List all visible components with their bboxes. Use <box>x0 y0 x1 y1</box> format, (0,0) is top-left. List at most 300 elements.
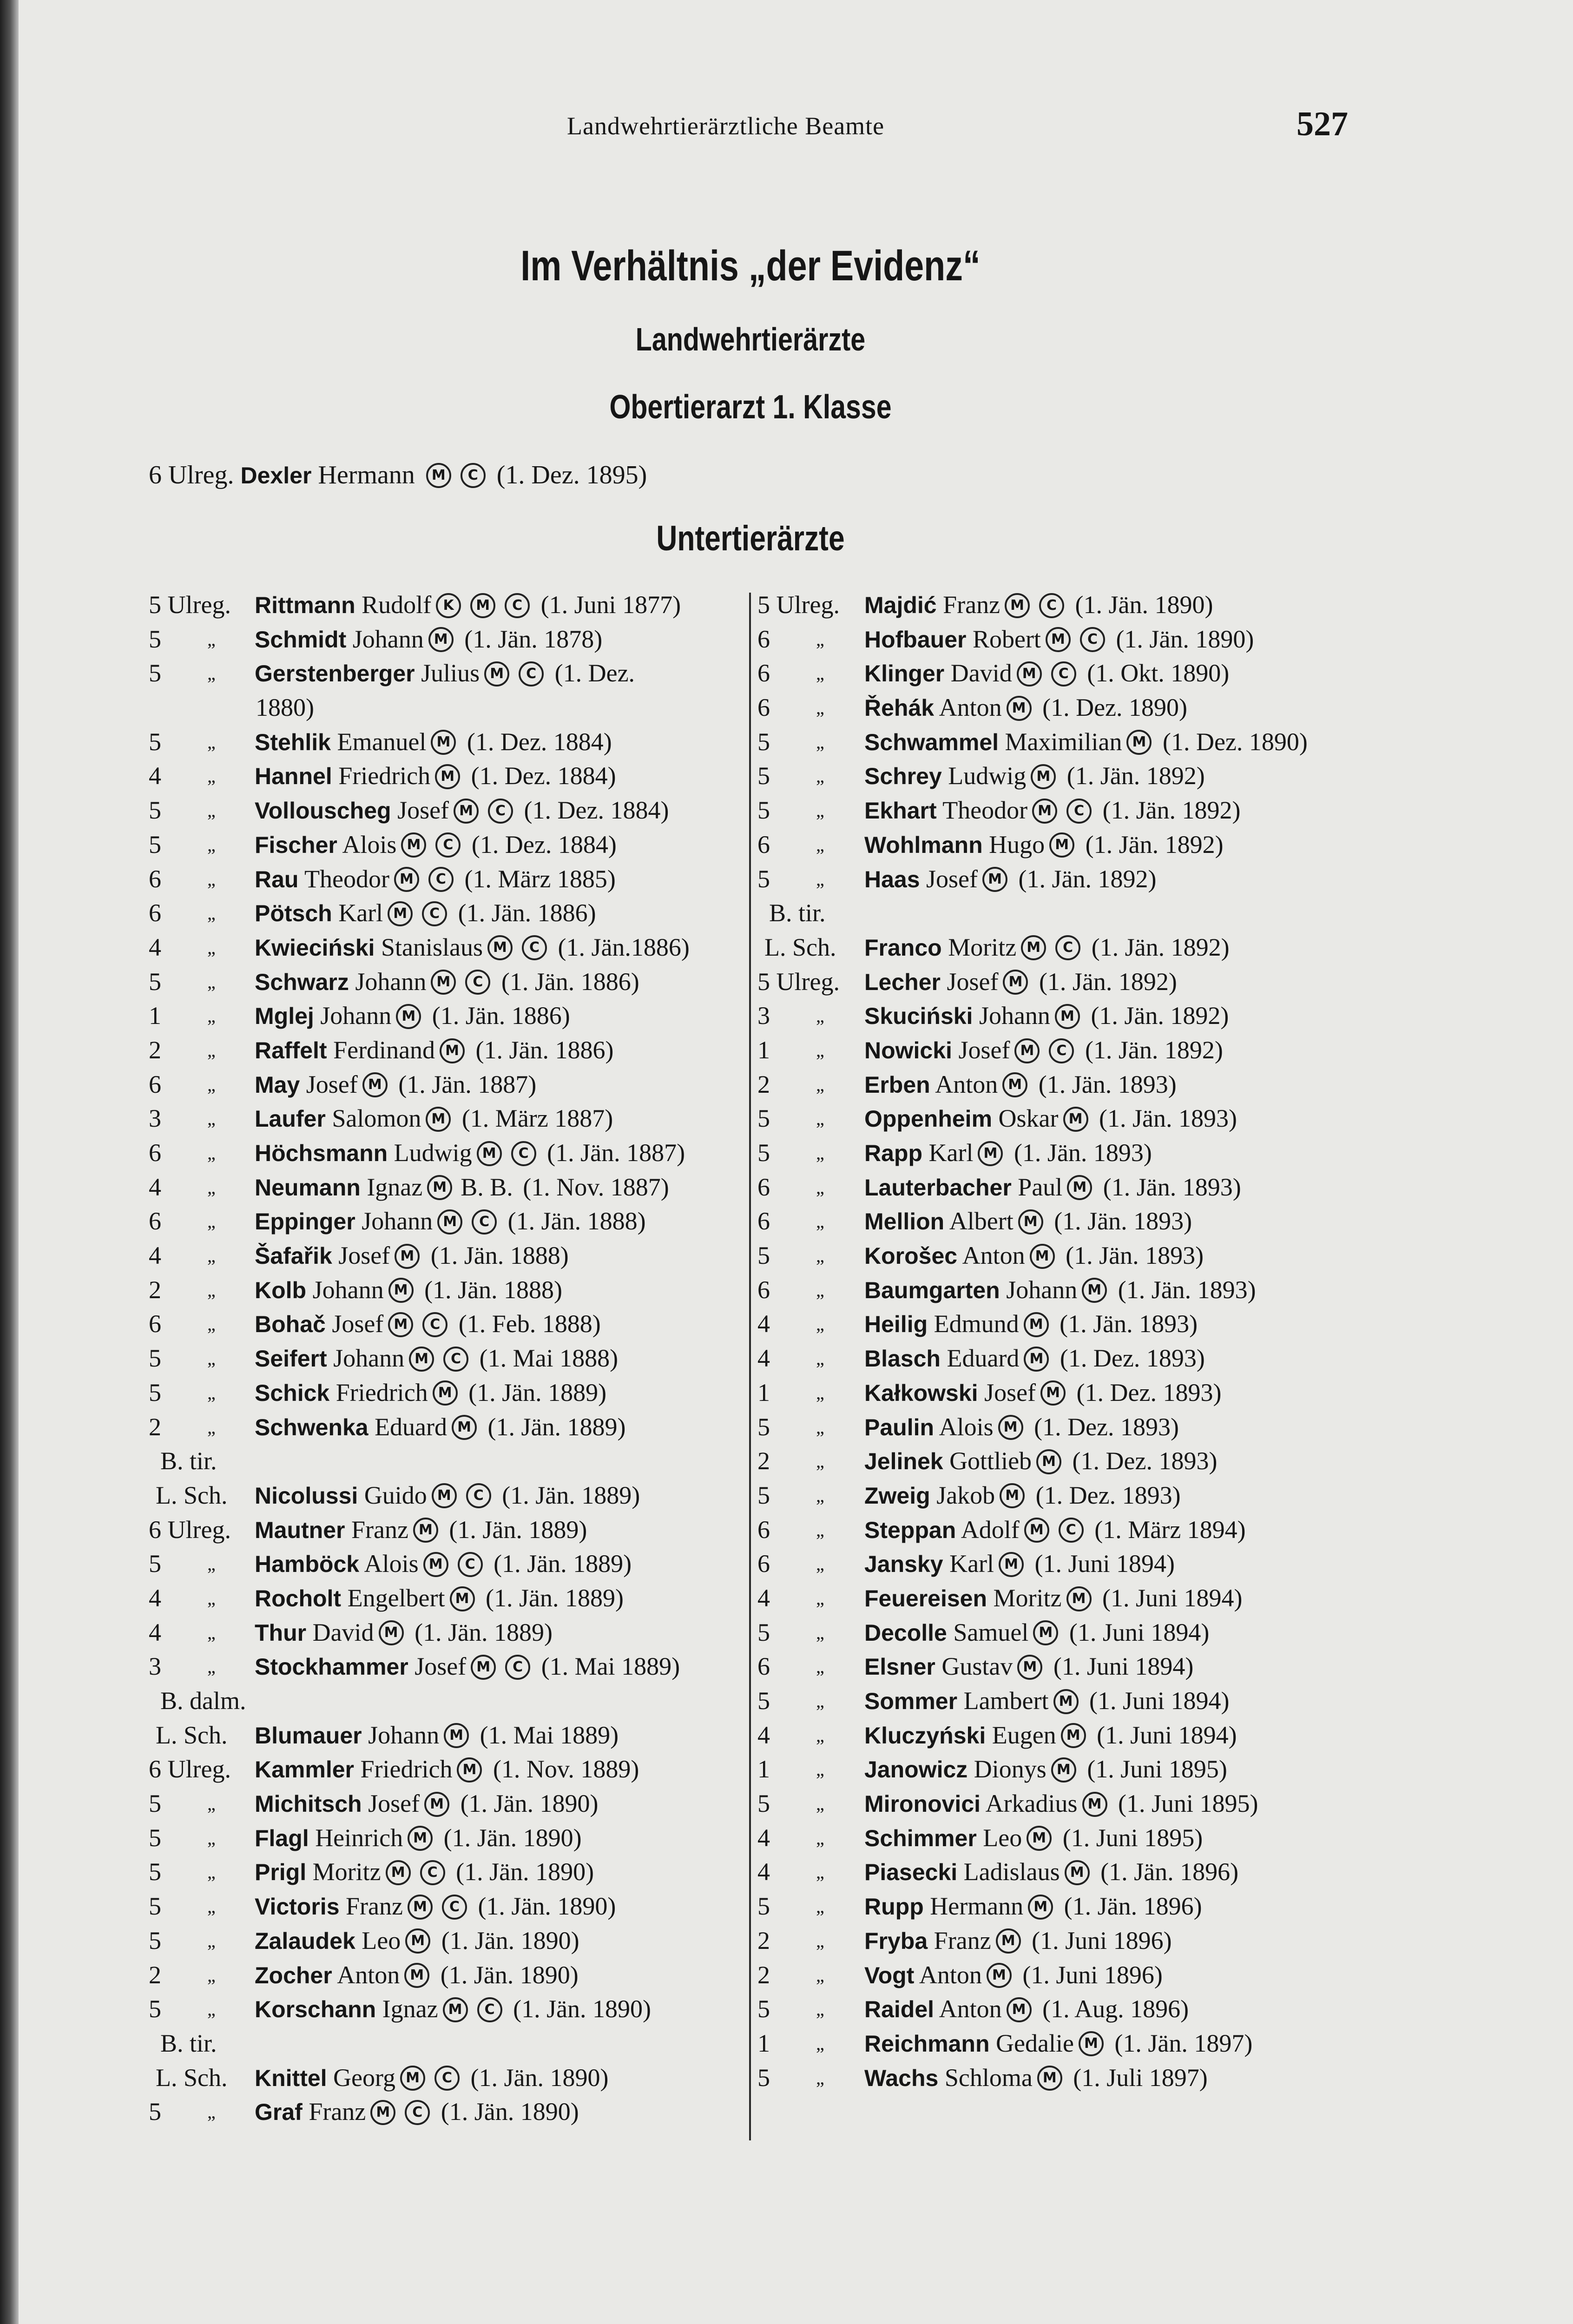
list-item <box>757 999 1362 1033</box>
decoration-badges <box>1002 1992 1036 2027</box>
decoration-badges <box>1014 1204 1048 1239</box>
entry-date: (1. Jän. 1892) <box>1066 762 1205 790</box>
decoration-badges <box>1016 931 1085 965</box>
entry-text <box>255 1341 618 1376</box>
entry-unit: 4 <box>757 1823 770 1852</box>
entry-given-name: Edmund <box>934 1310 1019 1338</box>
entry-date: (1. Jän. 1889) <box>502 1481 640 1509</box>
list-item <box>149 1718 744 1753</box>
decoration-badge: C <box>505 1655 530 1680</box>
entry-date: (1. Jän. 1893) <box>1054 1207 1192 1235</box>
list-item <box>757 1444 1362 1479</box>
entry-unit: B. tir. <box>769 899 826 927</box>
entry-unit: 6 <box>757 625 770 653</box>
ditto-mark: „ <box>207 1382 216 1403</box>
entry-date: (1. Dez. <box>554 659 635 687</box>
entry-given-name: Friedrich <box>338 762 431 790</box>
entry-text <box>864 759 1205 794</box>
entry-given-name: Samuel <box>953 1618 1029 1646</box>
decoration-badge: M <box>1049 832 1074 858</box>
decoration-badge: C <box>434 2066 460 2091</box>
entry-given-name: Moritz <box>993 1584 1062 1612</box>
decoration-badges <box>426 965 495 999</box>
entry-surname: Oppenheim <box>864 1106 993 1132</box>
decoration-badge: M <box>484 661 509 687</box>
entry-date: (1. Jän. 1890) <box>1075 591 1213 619</box>
entry-given-name: David <box>312 1618 374 1646</box>
entry-given-name: Theodor <box>304 865 389 893</box>
ditto-mark: „ <box>207 1622 216 1643</box>
entry-unit: B. tir. <box>160 2029 217 2057</box>
list-item <box>149 1068 744 1102</box>
entry-unit: 5 <box>757 1995 770 2023</box>
entry-date: (1. Jän. 1888) <box>507 1207 646 1235</box>
list-item <box>149 691 744 725</box>
ditto-mark: „ <box>816 834 824 855</box>
entry-given-name: Moritz <box>312 1858 381 1886</box>
ditto-mark: „ <box>816 2067 824 2088</box>
entry-date: (1. Juni 1894) <box>1034 1550 1175 1578</box>
entry-given-name: Gedalie <box>996 2029 1074 2057</box>
entry-date: (1. Jän. 1892) <box>1091 933 1230 961</box>
decoration-badges <box>381 1855 450 1889</box>
list-item <box>757 1376 1362 1410</box>
entry-given-name: Theodor <box>942 796 1028 825</box>
entry-text <box>255 1718 619 1753</box>
entry-text <box>864 1547 1175 1582</box>
entry-given-name: Hermann <box>318 461 415 489</box>
entry-given-name: Guido <box>364 1481 427 1509</box>
decoration-badge: M <box>1055 1004 1080 1029</box>
decoration-badges <box>995 1479 1029 1513</box>
ditto-mark: „ <box>816 628 824 650</box>
entry-date: (1. Jän. 1890) <box>513 1995 652 2023</box>
entry-unit: 6 <box>149 1207 161 1235</box>
entry-date: (1. Juni 1894) <box>1089 1687 1230 1715</box>
list-item <box>757 931 1362 965</box>
entry-given-name: Anton <box>919 1961 982 1989</box>
entry-given-name: Engelbert <box>347 1584 445 1612</box>
decoration-badges <box>396 828 465 862</box>
list-item <box>757 1170 1362 1205</box>
entry-date: (1. Jän. 1889) <box>415 1618 553 1646</box>
decoration-badge: M <box>396 1004 421 1029</box>
entry-unit: 1 <box>757 1755 770 1783</box>
entry-unit: 6 <box>757 659 770 687</box>
ditto-mark: „ <box>816 1176 824 1198</box>
entry-date: (1. Dez. 1893) <box>1035 1481 1181 1509</box>
ditto-mark: „ <box>207 628 216 650</box>
decoration-badges <box>435 1033 469 1068</box>
ditto-mark: „ <box>816 731 824 753</box>
decoration-badge: C <box>405 2100 430 2125</box>
entry-date: (1. Jän. 1893) <box>1038 1070 1177 1098</box>
decoration-badge: C <box>477 1997 502 2022</box>
entry-unit: 6 <box>757 1652 770 1681</box>
decoration-badge: M <box>1126 730 1152 755</box>
entry-text <box>864 1924 1172 1959</box>
list-item <box>757 862 1362 897</box>
decoration-badges <box>1027 793 1096 828</box>
ditto-mark: „ <box>816 800 824 821</box>
decoration-badge: C <box>422 1312 448 1337</box>
entry-surname: Dexler <box>240 462 312 489</box>
entry-given-name: Salomon <box>332 1104 421 1133</box>
ditto-mark: „ <box>816 1211 824 1232</box>
entry-text <box>864 1376 1221 1411</box>
entry-unit: 5 <box>149 1378 161 1406</box>
ditto-mark: „ <box>207 971 216 992</box>
entry-surname: Rau <box>255 866 299 892</box>
ditto-mark: „ <box>816 1587 824 1609</box>
entry-surname: Kammler <box>255 1756 354 1783</box>
entry-surname: Pötsch <box>255 900 332 927</box>
decoration-badge: C <box>466 1483 491 1508</box>
entry-unit: 2 <box>149 1413 161 1441</box>
list-item <box>149 1341 744 1376</box>
entry-date: (1. Jän. 1886) <box>432 1002 570 1030</box>
decoration-badge: M <box>388 901 413 926</box>
list-item <box>149 1924 744 1958</box>
decoration-badges <box>391 999 426 1033</box>
entry-given-name: Anton <box>337 1961 400 1989</box>
entry-date: (1. Jän. 1887) <box>398 1070 537 1098</box>
entry-date: (1. Juni 1896) <box>1032 1926 1172 1954</box>
entry-text <box>255 759 616 794</box>
entry-surname: May <box>255 1071 300 1098</box>
decoration-badges <box>472 1136 541 1170</box>
entry-unit: 5 <box>149 1823 161 1852</box>
decoration-badge: M <box>1018 1209 1043 1235</box>
ditto-mark: „ <box>816 1279 824 1301</box>
decoration-badge: M <box>454 799 479 824</box>
entry-text <box>255 1410 625 1445</box>
entry-unit: 6 <box>757 693 770 722</box>
list-item <box>149 759 744 793</box>
entry-unit: 5 <box>757 1139 770 1167</box>
decoration-badges <box>421 1102 455 1136</box>
entry-date: (1. Juni 1895) <box>1118 1789 1258 1818</box>
entry-given-name: Franz <box>351 1515 408 1544</box>
decoration-badges <box>1020 1513 1088 1547</box>
decoration-badges <box>978 862 1012 897</box>
entry-given-name: Leo <box>362 1926 401 1954</box>
entry-unit: 5 <box>149 1550 161 1578</box>
entry-surname: Feuereisen <box>864 1585 987 1611</box>
entry-surname: Wachs <box>864 2065 939 2091</box>
entry-unit: 6 <box>149 899 161 927</box>
entry-date: (1. Juni 1877) <box>540 591 681 619</box>
decoration-badge: M <box>440 1038 465 1063</box>
entry-surname: Mironovici <box>864 1791 981 1817</box>
entry-text <box>255 1273 562 1308</box>
entry-surname: Zocher <box>255 1962 332 1988</box>
obertierarzt-entry <box>149 460 647 490</box>
list-item <box>757 1992 1362 2027</box>
entry-given-name: Ignaz <box>382 1995 438 2023</box>
decoration-badge: M <box>401 832 426 858</box>
entry-unit: 5 <box>757 1481 770 1509</box>
entry-given-name: David <box>950 659 1012 687</box>
entry-unit: 6 <box>757 1275 770 1304</box>
entry-unit: 1 <box>149 1002 161 1030</box>
ditto-mark: „ <box>816 1074 824 1095</box>
entry-date: (1. Jän. 1888) <box>430 1241 569 1270</box>
entry-text <box>255 2061 608 2096</box>
entry-given-name: Karl <box>928 1139 974 1167</box>
entry-unit: L. Sch. <box>156 2063 228 2092</box>
decoration-badges <box>404 1341 473 1376</box>
entry-surname: Raffelt <box>255 1037 327 1063</box>
decoration-badges <box>994 1547 1028 1581</box>
entry-given-name: Johann <box>352 625 424 653</box>
entry-unit: 5 <box>149 2098 161 2126</box>
entry-unit: 6 <box>757 1207 770 1235</box>
list-item <box>149 2095 744 2129</box>
entry-unit: 5 <box>149 1892 161 1921</box>
entry-text <box>864 1787 1258 1822</box>
decoration-badge: C <box>1051 661 1076 687</box>
list-item <box>149 793 744 828</box>
entry-surname: Rocholt <box>255 1585 342 1611</box>
list-item <box>757 1136 1362 1170</box>
entry-text <box>255 965 639 1000</box>
entry-given-name: Karl <box>338 899 383 927</box>
decoration-badge: C <box>505 593 530 618</box>
entry-text <box>255 1855 594 1890</box>
entry-surname: Steppan <box>864 1517 956 1543</box>
entry-unit: 1 <box>757 1036 770 1064</box>
list-item <box>757 1855 1362 1889</box>
decoration-badge: C <box>519 661 544 687</box>
entry-given-name: Julius <box>421 659 480 687</box>
entry-text <box>864 828 1224 863</box>
decoration-badges <box>400 1958 434 1993</box>
entry-surname: Prigl <box>255 1859 307 1886</box>
ditto-mark: „ <box>207 1587 216 1609</box>
entry-surname: Korschann <box>255 1996 376 2023</box>
entry-date: (1. Dez. 1893) <box>1060 1344 1205 1373</box>
decoration-badges <box>1078 1787 1112 1821</box>
decoration-badges <box>1019 1307 1053 1341</box>
entry-date: (1. Dez. 1893) <box>1034 1413 1179 1441</box>
decoration-badge: M <box>433 1380 458 1406</box>
entry-given-name: Gustav <box>941 1652 1013 1681</box>
entry-surname: Jansky <box>864 1551 943 1578</box>
entry-given-name: Dionys <box>974 1755 1046 1783</box>
ditto-mark: „ <box>207 1245 216 1267</box>
entry-text <box>864 999 1229 1034</box>
entry-given-name: Johann <box>312 1275 384 1304</box>
entry-surname: Schick <box>255 1380 330 1406</box>
entry-surname: Decolle <box>864 1619 947 1646</box>
entry-date: (1. Jän. 1878) <box>464 625 603 653</box>
entry-surname: Janowicz <box>864 1756 968 1783</box>
list-item <box>149 1752 744 1787</box>
decoration-badges <box>480 656 548 691</box>
entry-text <box>864 1341 1205 1376</box>
entry-date: (1. Jän. 1890) <box>478 1892 616 1921</box>
decoration-badges <box>991 1924 1026 1958</box>
decoration-badges <box>452 1752 487 1787</box>
entry-text <box>864 931 1230 965</box>
ditto-mark: „ <box>816 1690 824 1711</box>
entry-unit: 5 <box>149 625 161 653</box>
entry-unit: 5 Ulreg. <box>149 591 231 619</box>
entry-surname: Nowicki <box>864 1037 952 1063</box>
list-item <box>757 2027 1362 2061</box>
decoration-badge: M <box>1065 1860 1090 1885</box>
entry-surname: Sommer <box>864 1688 958 1714</box>
entry-text <box>864 1855 1238 1890</box>
entry-date: (1. Jän. 1889) <box>494 1550 632 1578</box>
entry-surname: Mautner <box>255 1517 345 1543</box>
entry-date: (1. Juni 1894) <box>1097 1721 1237 1749</box>
entry-surname: Schwenka <box>255 1414 369 1440</box>
list-item <box>757 1787 1362 1821</box>
entry-surname: Erben <box>864 1071 930 1098</box>
decoration-badge: M <box>408 1895 433 1920</box>
decoration-badge: C <box>420 1860 445 1885</box>
ditto-mark: „ <box>816 2033 824 2054</box>
decoration-badges <box>1025 1239 1060 1273</box>
entry-text <box>864 1444 1217 1479</box>
ditto-mark: „ <box>207 663 216 684</box>
entry-unit: 5 <box>149 727 161 756</box>
decoration-badges <box>1026 759 1060 793</box>
ditto-mark: „ <box>816 697 824 719</box>
list-item <box>149 1992 744 2027</box>
decoration-badges <box>438 1992 507 2027</box>
entry-unit: 2 <box>757 1070 770 1098</box>
entry-unit: 5 <box>757 1618 770 1646</box>
entry-text <box>255 1239 569 1274</box>
entry-date: (1. Jän. 1889) <box>486 1584 624 1612</box>
list-item <box>757 1410 1362 1445</box>
list-item <box>149 1787 744 1821</box>
ditto-mark: „ <box>816 1245 824 1267</box>
entry-date: (1. Jän. 1893) <box>1103 1173 1241 1201</box>
entry-text <box>255 1889 616 1924</box>
decoration-badge: M <box>370 2100 395 2125</box>
entry-surname: Kolb <box>255 1277 307 1303</box>
entry-unit: 2 <box>757 1447 770 1475</box>
list-item <box>149 1444 744 1479</box>
scan-edge-shadow <box>0 0 19 2324</box>
entry-date: (1. Jän. 1890) <box>441 1926 579 1954</box>
entry-surname: Blasch <box>864 1346 941 1372</box>
entry-surname: Ekhart <box>864 798 937 824</box>
ditto-mark: „ <box>816 1416 824 1438</box>
entry-date: (1. Jän. 1892) <box>1018 865 1157 893</box>
decoration-badge: M <box>982 867 1007 892</box>
ditto-mark: „ <box>207 903 216 924</box>
entry-given-name: Ludwig <box>948 762 1027 790</box>
entry-given-name: Ignaz <box>367 1173 423 1201</box>
decoration-badge: M <box>427 1175 452 1200</box>
decoration-badges <box>1012 656 1081 691</box>
list-item <box>757 1341 1362 1376</box>
entry-surname: Řehák <box>864 695 935 721</box>
entry-date: (1. Jän. 1890) <box>440 1961 579 1989</box>
decoration-badges <box>1060 1855 1094 1889</box>
entry-given-name: Anton <box>935 1070 998 1098</box>
decoration-badge: M <box>978 1141 1003 1166</box>
section-title: Landwehrtierärzte <box>635 321 866 357</box>
decoration-badge: M <box>1079 2031 1104 2056</box>
list-item <box>149 1821 744 1855</box>
entry-surname: Haas <box>864 866 920 892</box>
entry-surname: Elsner <box>864 1654 935 1680</box>
entry-surname: Wohlmann <box>864 832 983 858</box>
entry-given-name: Oskar <box>998 1104 1059 1133</box>
decoration-badge: M <box>1030 1244 1055 1269</box>
decoration-badges <box>1062 1170 1097 1205</box>
entry-unit: 2 <box>757 1961 770 1989</box>
decoration-badges <box>401 1924 435 1958</box>
decoration-badge: M <box>1046 627 1071 652</box>
decoration-badges <box>1023 1889 1058 1924</box>
list-item <box>149 1616 744 1650</box>
decoration-badges <box>420 1787 454 1821</box>
entry-given-name: Johann <box>362 1207 433 1235</box>
decoration-badges <box>428 1376 462 1410</box>
decoration-badge: M <box>431 970 456 995</box>
decoration-badge: M <box>1063 1107 1088 1132</box>
entry-date: (1. Jän. 1890) <box>443 1823 582 1852</box>
decoration-badges <box>466 1650 535 1684</box>
entry-given-name: Alois <box>342 830 397 858</box>
decoration-badges <box>1050 999 1085 1033</box>
list-item <box>757 759 1362 793</box>
decoration-badges <box>1049 1684 1083 1718</box>
entry-date: (1. Jän. 1892) <box>1085 830 1224 858</box>
decoration-badges <box>427 1479 496 1513</box>
entry-date: (1. Feb. 1888) <box>458 1310 601 1338</box>
entry-unit: 5 Ulreg. <box>757 591 840 619</box>
entry-unit: 6 Ulreg. <box>149 1515 231 1544</box>
entry-date: (1. Dez. 1884) <box>467 727 612 756</box>
entry-text <box>255 1787 599 1822</box>
entry-unit: 6 <box>757 1550 770 1578</box>
list-item <box>757 1752 1362 1787</box>
entry-unit: 3 <box>757 1002 770 1030</box>
entry-text <box>864 1102 1237 1136</box>
entry-text <box>864 1033 1223 1068</box>
ditto-mark: „ <box>816 1553 824 1575</box>
entry-unit: 5 <box>757 796 770 825</box>
ditto-mark: „ <box>207 937 216 958</box>
entry-unit: 5 <box>149 1344 161 1373</box>
decoration-badges <box>994 1410 1028 1445</box>
entry-text <box>255 1033 613 1068</box>
entry-text <box>864 862 1156 897</box>
entry-given-name: Anton <box>939 1995 1002 2023</box>
list-item <box>149 725 744 759</box>
ditto-mark: „ <box>816 868 824 890</box>
entry-text <box>864 691 1187 726</box>
decoration-badges <box>1074 2027 1108 2061</box>
list-item <box>757 1547 1362 1581</box>
ditto-mark: „ <box>207 1279 216 1301</box>
list-item <box>757 1033 1362 1068</box>
entry-given-name: Lambert <box>963 1687 1049 1715</box>
decoration-badge: M <box>405 1928 430 1954</box>
entry-text <box>864 1204 1192 1239</box>
entry-text <box>864 725 1308 760</box>
list-item <box>757 691 1362 725</box>
entry-given-name: Josef <box>984 1378 1036 1406</box>
